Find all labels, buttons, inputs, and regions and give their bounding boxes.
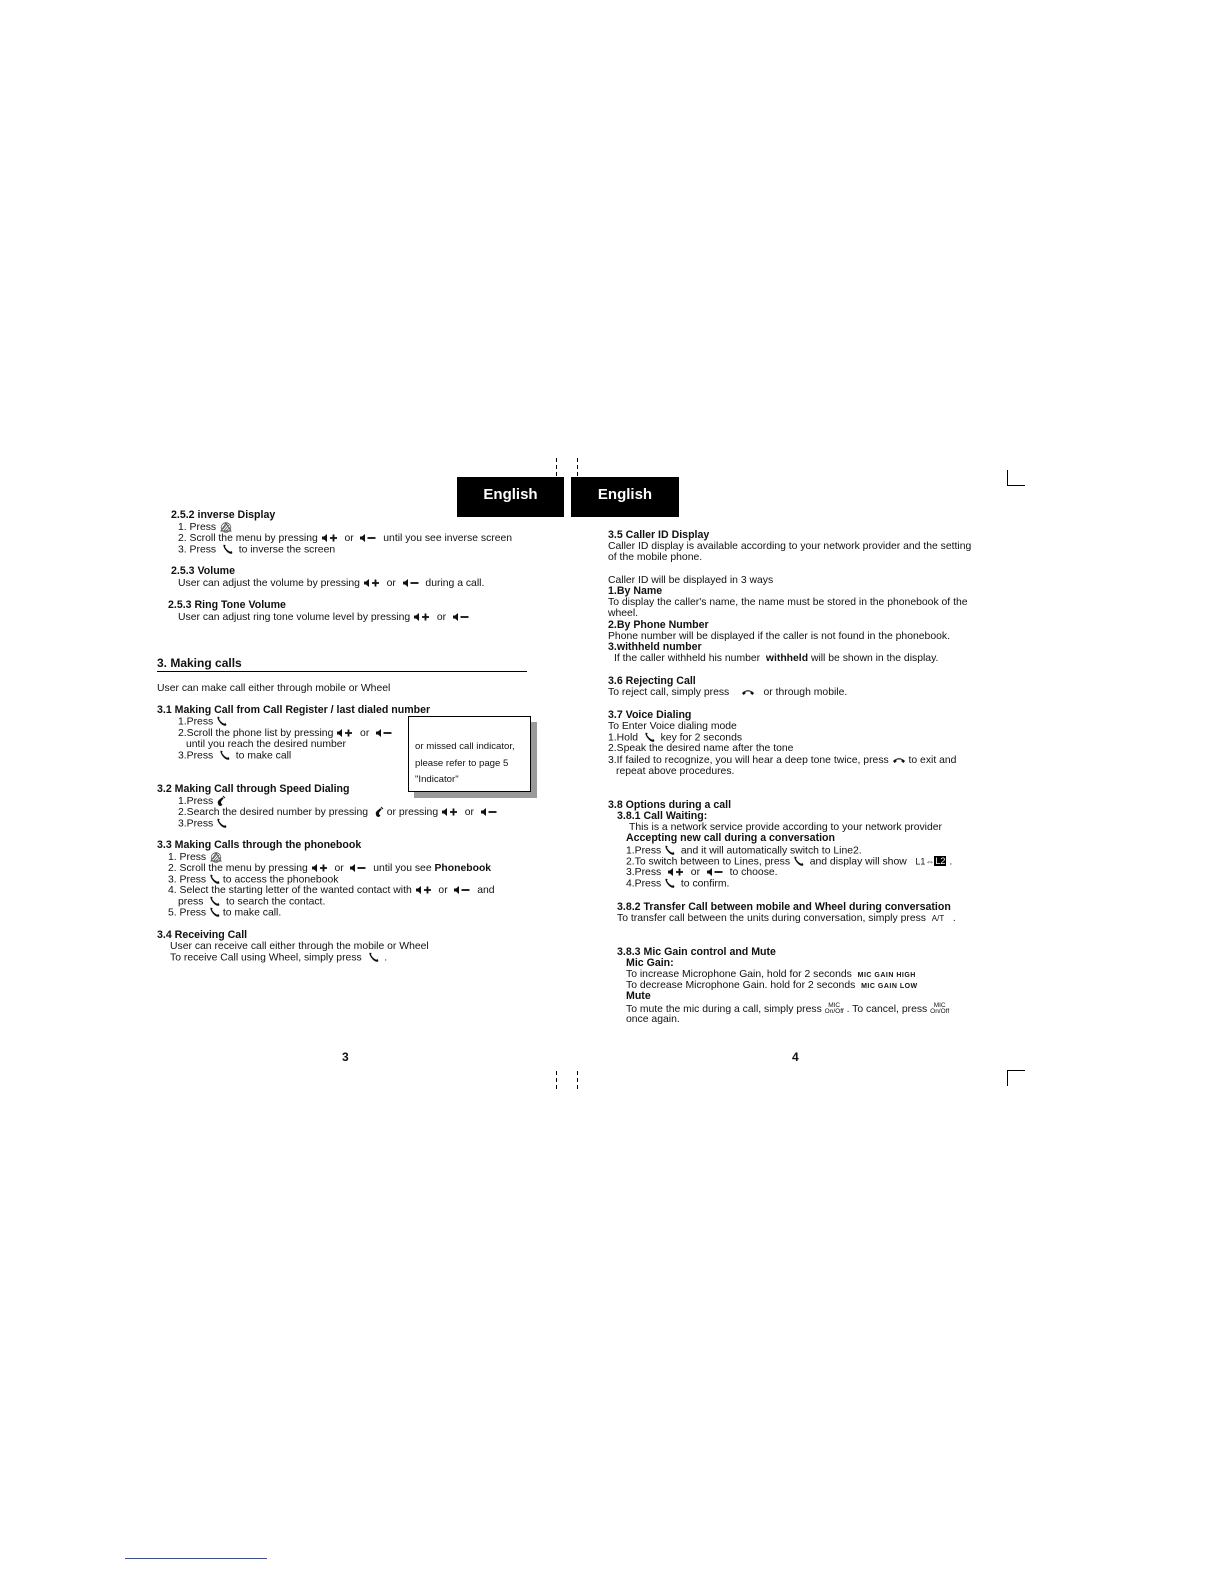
volume-down-icon — [359, 533, 377, 543]
text-line: 2. Scroll the menu by pressing or until you see Phonebook — [168, 863, 492, 874]
crop-mark — [577, 1071, 578, 1089]
language-tab-right: English — [571, 477, 679, 517]
call-icon — [222, 544, 233, 555]
text-line: until you reach the desired number — [186, 739, 346, 750]
mic-onoff-key: MIC On/Off — [824, 1002, 844, 1015]
call-icon — [644, 732, 655, 743]
text-line: Caller ID display is available according to your network provider and the setting — [608, 541, 972, 552]
note-line: please refer to page 5 — [415, 758, 509, 769]
text-line: User can receive call either through the mobile or Wheel — [170, 941, 429, 952]
menu-icon — [209, 851, 223, 863]
text-line: 1.Press — [178, 795, 226, 807]
text-line: To display the caller's name, the name must be stored in the phonebook of the — [608, 597, 968, 608]
text-line: To receive Call using Wheel, simply press . — [170, 952, 388, 964]
volume-down-icon — [375, 728, 393, 738]
crop-mark — [1007, 470, 1008, 486]
text-line: repeat above procedures. — [616, 766, 735, 777]
text-line: 3.Press — [178, 818, 227, 829]
volume-up-icon — [336, 728, 354, 738]
volume-up-icon — [363, 578, 381, 588]
end-call-icon — [892, 755, 906, 765]
section-3-intro: User can make call either through mobile or Wheel — [157, 683, 391, 694]
language-tab-left: English — [457, 477, 564, 517]
text-line: of the mobile phone. — [608, 552, 703, 563]
text-line: 4.Press to confirm. — [626, 878, 730, 890]
text-line: To Enter Voice dialing mode — [608, 721, 737, 732]
speed-dial-icon — [374, 806, 384, 818]
section-3-3-title: 3.3 Making Calls through the phonebook — [157, 839, 362, 851]
call-icon — [664, 878, 675, 889]
text-line: To transfer call between the units during conversation, simply press A/T . — [617, 913, 956, 924]
volume-up-icon — [311, 863, 329, 873]
volume-up-icon — [441, 807, 459, 817]
section-2-5-2-title: 2.5.2 inverse Display — [171, 509, 276, 521]
text-line: To mute the mic during a call, simply press MIC On/Off . To cancel, press MIC On/Off — [626, 1002, 950, 1015]
volume-up-icon — [415, 885, 433, 895]
crop-mark — [1007, 485, 1025, 486]
crop-mark — [1007, 1070, 1025, 1071]
section-3-2-title: 3.2 Making Call through Speed Dialing — [157, 783, 350, 795]
text-line: 2. Scroll the menu by pressing or until you see inverse screen — [178, 533, 513, 544]
text-line: This is a network service provide according to your network provider — [629, 822, 943, 833]
text-line: To increase Microphone Gain, hold for 2 seconds MIC GAIN HIGH — [626, 969, 916, 980]
volume-down-icon — [452, 612, 470, 622]
text-line: 3.Press to make call — [178, 750, 292, 762]
call-icon — [664, 845, 675, 856]
section-3-8-1-title: 3.8.1 Call Waiting: — [617, 810, 708, 822]
text-line: 3.If failed to recognize, you will hear a deep tone twice, press to exit and — [608, 755, 957, 766]
call-icon — [216, 716, 227, 727]
section-ring-tone-title: 2.5.3 Ring Tone Volume — [168, 599, 286, 611]
call-icon — [209, 874, 220, 885]
text-line: once again. — [626, 1014, 680, 1025]
call-icon — [219, 750, 230, 761]
call-icon — [216, 818, 227, 829]
text-line: 3. Press to access the phonebook — [168, 874, 339, 886]
volume-up-icon — [321, 533, 339, 543]
text-line: Caller ID will be displayed in 3 ways — [608, 575, 774, 586]
volume-down-icon — [349, 863, 367, 873]
indicator-note-box — [408, 716, 531, 792]
text-line: press to search the contact. — [178, 896, 326, 908]
section-3-5-title: 3.5 Caller ID Display — [608, 529, 710, 541]
call-icon — [209, 896, 220, 907]
subheading: 2.By Phone Number — [608, 619, 709, 631]
section-3-8-title: 3.8 Options during a call — [608, 799, 732, 811]
page-number-right: 4 — [792, 1050, 799, 1064]
text-line: 2.Speak the desired name after the tone — [608, 743, 794, 754]
mic-gain-low-display: MIC GAIN LOW — [861, 983, 918, 990]
text-line: User can adjust ring tone volume level by pressing or — [178, 612, 470, 623]
text-line: If the caller withheld his number withheld will be shown in the display. — [614, 653, 939, 664]
call-icon — [209, 907, 220, 918]
subheading: Mute — [626, 990, 651, 1002]
mic-onoff-key: MIC On/Off — [930, 1002, 950, 1015]
text-line: 1.Press — [178, 716, 227, 727]
text-line: wheel. — [608, 608, 639, 619]
text-line: 1.Hold key for 2 seconds — [608, 732, 743, 744]
text-line: 3. Press to inverse the screen — [178, 544, 336, 556]
section-3-6-title: 3.6 Rejecting Call — [608, 675, 696, 687]
mic-gain-high-display: MIC GAIN HIGH — [857, 972, 916, 979]
text-line: 5. Press to make call. — [168, 907, 282, 919]
crop-mark — [1007, 1070, 1008, 1086]
subheading: 1.By Name — [608, 585, 663, 597]
text-line: 1.Press and it will automatically switch to Line2. — [626, 845, 862, 857]
section-3-8-2-title: 3.8.2 Transfer Call between mobile and Wheel during conversation — [617, 901, 951, 913]
line-switch-display: L1⇔L2 — [915, 856, 946, 867]
note-line: "Indicator" — [415, 774, 459, 785]
section-3-7-title: 3.7 Voice Dialing — [608, 709, 692, 721]
section-2-5-3-title: 2.5.3 Volume — [171, 565, 235, 577]
volume-up-icon — [667, 867, 685, 877]
text-line: User can adjust the volume by pressing or during a call. — [178, 578, 485, 589]
volume-down-icon — [706, 867, 724, 877]
call-icon — [793, 856, 804, 867]
volume-down-icon — [480, 807, 498, 817]
crop-mark — [577, 458, 578, 478]
page-number-left: 3 — [342, 1050, 349, 1064]
note-line: or missed call indicator, — [415, 741, 515, 752]
text-line: To reject call, simply press or through mobile. — [608, 687, 848, 698]
text-line: Phone number will be displayed if the caller is not found in the phonebook. — [608, 631, 950, 642]
section-3-8-3-title: 3.8.3 Mic Gain control and Mute — [617, 946, 776, 958]
volume-down-icon — [402, 578, 420, 588]
crop-mark — [556, 458, 557, 476]
at-key-label: A/T — [931, 914, 945, 923]
bottom-rule — [125, 1558, 267, 1559]
section-3-title: 3. Making calls — [157, 657, 527, 672]
subheading: Accepting new call during a conversation — [626, 832, 835, 844]
text-line: 1. Press — [178, 521, 233, 533]
crop-mark — [556, 1071, 557, 1089]
subheading: Mic Gain: — [626, 957, 674, 969]
text-line: To decrease Microphone Gain. hold for 2 seconds MIC GAIN LOW — [626, 980, 918, 991]
text-line: 4. Select the starting letter of the wanted contact with or and — [168, 885, 495, 896]
text-line: 2.Scroll the phone list by pressing or — [178, 728, 393, 739]
volume-down-icon — [453, 885, 471, 895]
call-icon — [368, 952, 379, 963]
text-line: 2.To switch between to Lines, press and display will show L1⇔L2 . — [626, 856, 953, 868]
section-3-1-title: 3.1 Making Call from Call Register / last dialed number — [157, 704, 431, 716]
subheading: 3.withheld number — [608, 641, 702, 653]
end-call-icon — [741, 687, 755, 697]
text-line: 1. Press — [168, 851, 223, 863]
menu-icon — [219, 521, 233, 533]
text-line: 3.Press or to choose. — [626, 867, 778, 878]
volume-up-icon — [413, 612, 431, 622]
section-3-4-title: 3.4 Receiving Call — [157, 929, 248, 941]
text-line: 2.Search the desired number by pressing or pressing or — [178, 806, 498, 818]
